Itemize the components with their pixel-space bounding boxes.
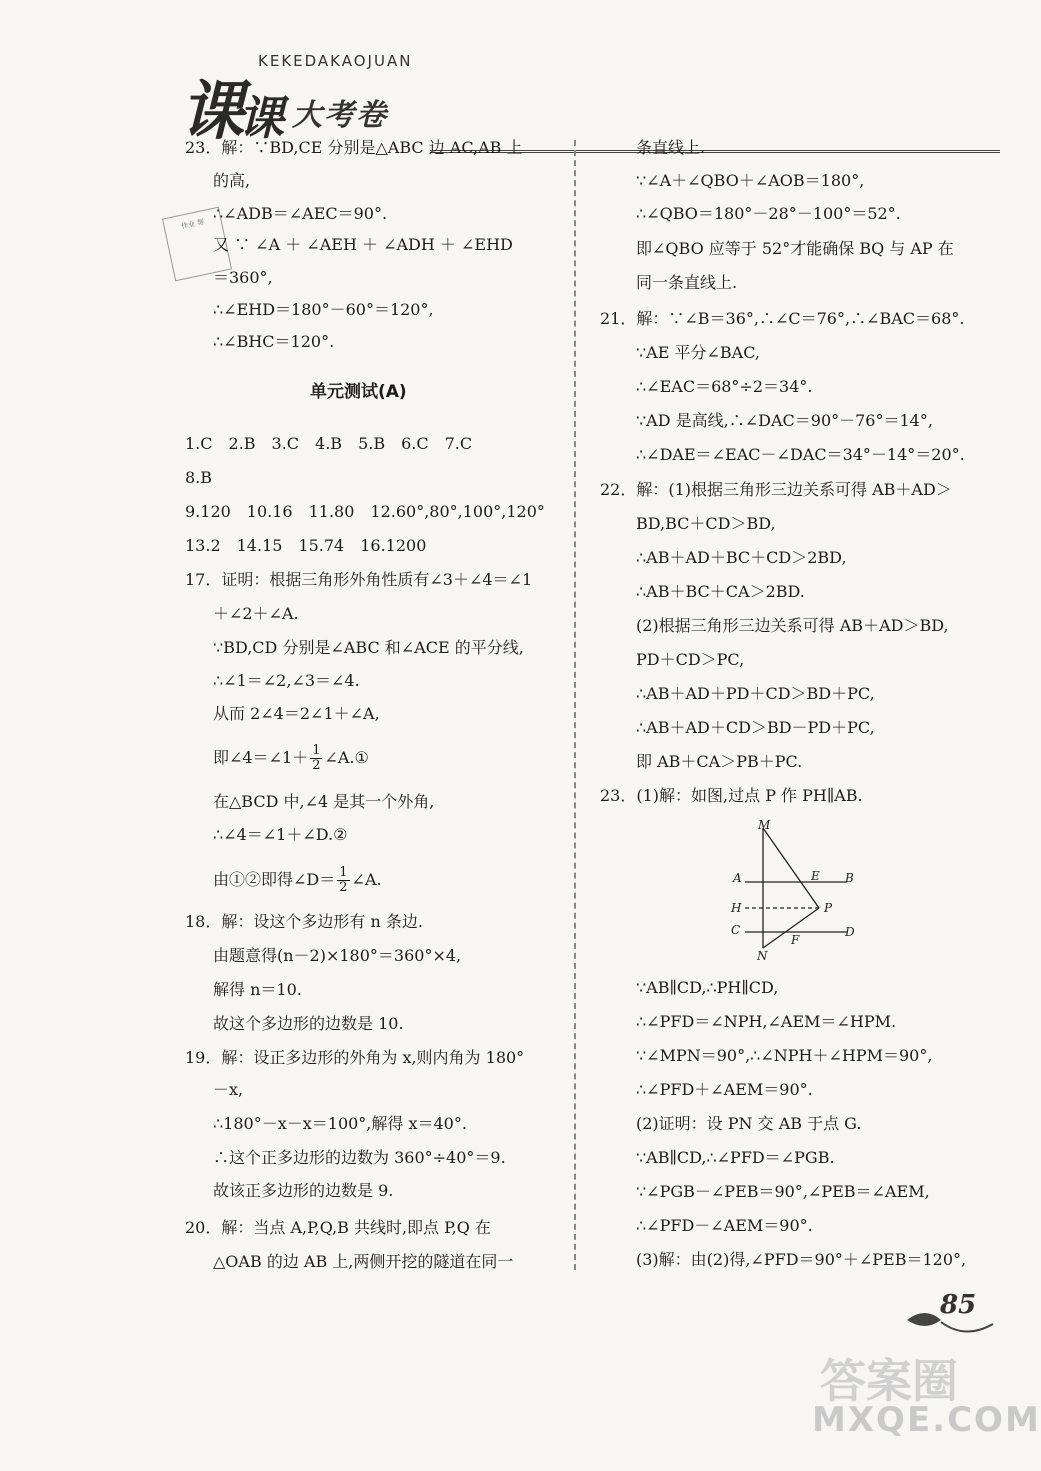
label-b: B <box>845 871 854 885</box>
label-e: E <box>811 869 820 883</box>
logo-pinyin: KEKEDAKAOJUAN <box>258 52 413 70</box>
text-line: ∴∠PFD＋∠AEM＝90°. <box>636 1080 813 1099</box>
text-line: ∴AB＋BC＋CA＞2BD. <box>636 582 805 601</box>
text-line: ∴∠BHC＝120°. <box>213 332 335 351</box>
text-line-with-fraction: 即∠4＝∠1＋ $\frac{1}{2}$ ∠A.① <box>213 743 369 773</box>
text-line: ∴∠QBO＝180°－28°－100°＝52°. <box>636 204 901 223</box>
text-line: 由题意得(n－2)×180°＝360°×4, <box>213 946 462 965</box>
text-line: ＋∠2＋∠A. <box>213 604 299 623</box>
label-a: A <box>733 871 742 885</box>
label-f: F <box>791 933 800 947</box>
text-line: 的高, <box>213 171 251 190</box>
answer-line: 1.C 2.B 3.C 4.B 5.B 6.C 7.C <box>185 434 473 453</box>
fraction: $\frac{1}{2}$ <box>312 743 321 773</box>
text-line: ∴AB＋AD＋PD＋CD＞BD＋PC, <box>636 684 875 703</box>
section-title: 单元测试(A) <box>310 382 407 402</box>
text-line: (2)根据三角形三边关系可得 AB＋AD＞BD, <box>636 616 949 635</box>
label-p: P <box>824 901 833 915</box>
text-line: ∴∠EAC＝68°÷2＝34°. <box>636 377 813 396</box>
logo-title: 大考卷 <box>292 98 388 133</box>
text-line: －x, <box>213 1080 244 1099</box>
answer-line: 9.120 10.16 11.80 12.60°,80°,100°,120° <box>185 502 545 521</box>
column-divider <box>574 140 576 1270</box>
fraction: $\frac{1}{2}$ <box>339 865 348 895</box>
text-line: 条直线上. <box>636 138 706 157</box>
label-n: N <box>757 949 768 963</box>
text-line: ∴∠4＝∠1＋∠D.② <box>213 825 348 844</box>
text-line: △OAB 的边 AB 上,两侧开挖的隧道在同一 <box>213 1252 514 1271</box>
logo-char-2: 课 <box>238 91 284 145</box>
stamp-mark: 作业 帮 <box>162 207 232 282</box>
label-m: M <box>758 818 771 832</box>
text-line: ∵BD,CD 分别是∠ABC 和∠ACE 的平分线, <box>213 638 524 657</box>
text-line: ∴∠DAE＝∠EAC－∠DAC＝34°－14°＝20°. <box>636 445 965 464</box>
text-line: 即 AB＋CA＞PB＋PC. <box>636 752 803 771</box>
page-number: 85 <box>940 1290 977 1320</box>
text-line: ∵∠PGB－∠PEB＝90°,∠PEB＝∠AEM, <box>636 1182 930 1201</box>
text-line: 23．(1)解：如图,过点 P 作 PH∥AB. <box>600 786 863 805</box>
answer-line: 8.B <box>185 468 213 487</box>
text-line: 23．解：∵BD,CE 分别是△ABC 边 AC,AB 上 <box>185 138 523 157</box>
label-d: D <box>845 925 855 939</box>
answer-line: 13.2 14.15 15.74 16.1200 <box>185 536 427 555</box>
line-mp <box>763 828 819 908</box>
geometry-figure <box>725 818 865 963</box>
text-line: 19．解：设正多边形的外角为 x,则内角为 180° <box>185 1048 525 1067</box>
text-line: 即∠QBO 应等于 52°才能确保 BQ 与 AP 在 <box>636 239 954 258</box>
text-line: ∵∠MPN＝90°,∴∠NPH＋∠HPM＝90°, <box>636 1046 933 1065</box>
label-h: H <box>731 901 742 915</box>
text-line: 故这个多边形的边数是 10. <box>213 1014 404 1033</box>
label-c: C <box>731 923 741 937</box>
text-line: BD,BC＋CD＞BD, <box>636 514 776 533</box>
text-line: ∴∠ADB＝∠AEC＝90°. <box>213 204 388 223</box>
text-line: ∵AB∥CD,∴∠PFD＝∠PGB. <box>636 1148 835 1167</box>
text-line: ∴∠1＝∠2,∠3＝∠4. <box>213 671 360 690</box>
text-line: ∴∠EHD＝180°－60°＝120°, <box>213 300 434 319</box>
text-line: 18．解：设这个多边形有 n 条边. <box>185 912 423 931</box>
text-line: ∴AB＋AD＋CD＞BD－PD＋PC, <box>636 718 875 737</box>
text-line: (2)证明：设 PN 交 AB 于点 G. <box>636 1114 862 1133</box>
text-line: (3)解：由(2)得,∠PFD＝90°＋∠PEB＝120°, <box>636 1250 967 1269</box>
text-line: 同一条直线上. <box>636 273 738 292</box>
text-line: ∵AE 平分∠BAC, <box>636 343 760 362</box>
logo-char-1: 课 <box>180 74 244 149</box>
text-line: 21．解：∵∠B＝36°,∴∠C＝76°,∴∠BAC＝68°. <box>600 309 965 328</box>
text-line: ∴180°－x－x＝100°,解得 x＝40°. <box>213 1114 467 1133</box>
text-line: ∴∠PFD＝∠NPH,∠AEM＝∠HPM. <box>636 1012 897 1031</box>
text-line-with-fraction: 由①②即得∠D＝ $\frac{1}{2}$ ∠A. <box>213 865 382 895</box>
text-line: ∵∠A＋∠QBO＋∠AOB＝180°, <box>636 171 865 190</box>
text-line: PD＋CD＞PC, <box>636 650 745 669</box>
text-line: 17．证明：根据三角形外角性质有∠3＋∠4＝∠1 <box>185 570 533 589</box>
text-line: ∴这个正多边形的边数为 360°÷40°＝9. <box>213 1148 506 1167</box>
text-line: 在△BCD 中,∠4 是其一个外角, <box>213 792 435 811</box>
text-line: 20．解：当点 A,P,Q,B 共线时,即点 P,Q 在 <box>185 1218 491 1237</box>
text-line: ∴AB＋AD＋BC＋CD＞2BD, <box>636 548 847 567</box>
text-line: 又 ∵ ∠A ＋ ∠AEH ＋ ∠ADH ＋ ∠EHD <box>213 235 513 254</box>
text-line: ∵AB∥CD,∴PH∥CD, <box>636 978 779 997</box>
watermark-logo: 答案圈 <box>820 1354 958 1408</box>
text-line: ＝360°, <box>213 268 273 287</box>
text-line: 从而 2∠4＝2∠1＋∠A, <box>213 704 380 723</box>
text-line: 解得 n＝10. <box>213 980 302 999</box>
text-line: 22．解：(1)根据三角形三边关系可得 AB＋AD＞ <box>600 480 952 499</box>
watermark-site: MXQE.COM <box>812 1400 1041 1440</box>
text-line: ∴∠PFD－∠AEM＝90°. <box>636 1216 813 1235</box>
text-line: 故该正多边形的边数是 9. <box>213 1181 394 1200</box>
text-line: ∵AD 是高线,∴∠DAC＝90°－76°＝14°, <box>636 411 933 430</box>
